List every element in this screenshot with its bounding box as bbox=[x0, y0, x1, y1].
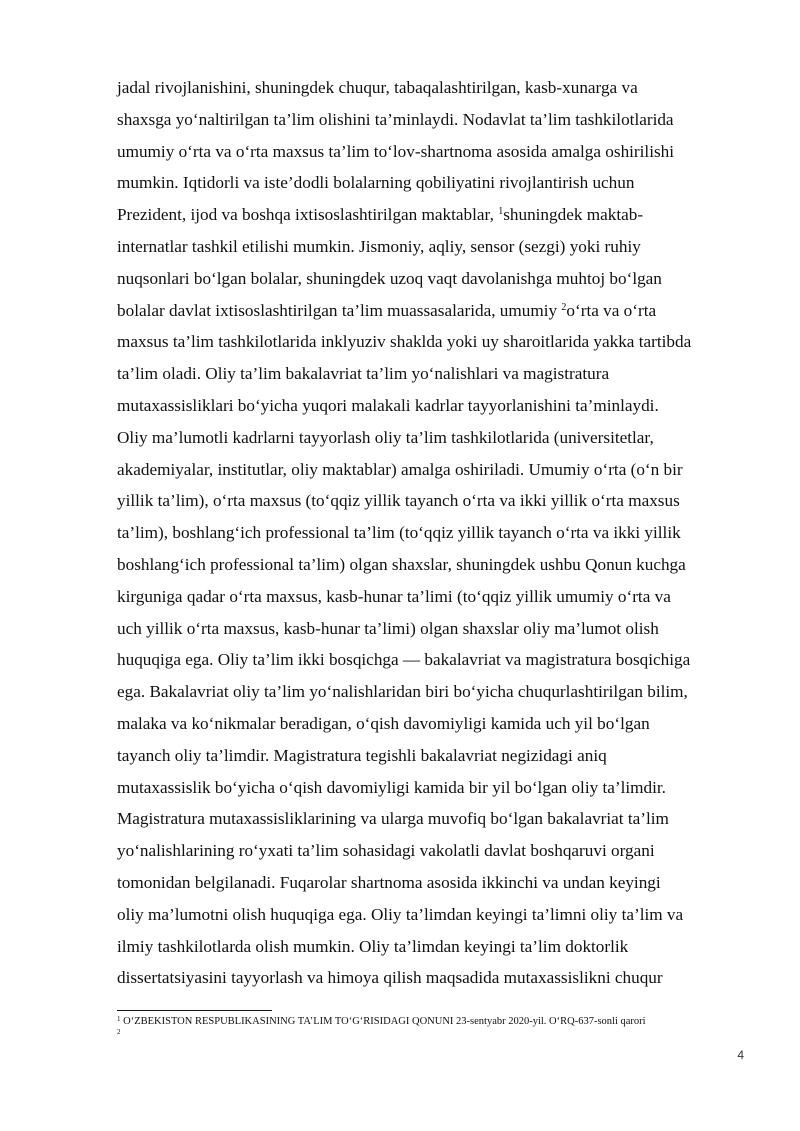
text-line: shaxsga yo‘naltirilgan ta’lim olishini ta’minlaydi. Nodavlat ta’lim tashkilotlarida bbox=[117, 109, 674, 129]
footnote-2 bbox=[117, 1028, 757, 1041]
text-line: ega. Bakalavriat oliy ta’lim yo‘nalishlaridan biri bo‘yicha chuqurlashtirilgan bilim, bbox=[117, 682, 688, 702]
footnote-text: O‘ZBEKISTON RESPUBLIKASINING TA’LIM TO‘G‘RISIDAGI QONUNI 23-sentyabr 2020-yil. O‘RQ-637-sonli qarori bbox=[123, 1016, 646, 1027]
text-line: akademiyalar, institutlar, oliy maktablar) amalga oshiriladi. Umumiy o‘rta (o‘n bir bbox=[117, 459, 683, 479]
text-line: huquqiga ega. Oliy ta’lim ikki bosqichga — bakalavriat va magistratura bosqichiga bbox=[117, 650, 691, 670]
text-line: ta’lim), boshlang‘ich professional ta’lim (to‘qqiz yillik tayanch o‘rta va ikki yillik bbox=[117, 523, 681, 543]
text-line: Magistratura mutaxassisliklarining va ularga muvofiq bo‘lgan bakalavriat ta’lim bbox=[117, 809, 669, 829]
text-line: oliy ma’lumotni olish huquqiga ega. Oliy ta’limdan keyingi ta’limni oliy ta’lim va bbox=[117, 904, 684, 924]
text-line bbox=[117, 199, 757, 231]
footnote-reference[interactable]: 1 bbox=[498, 206, 504, 218]
text-line: maxsus ta’lim tashkilotlarida inklyuziv shaklda yoki uy sharoitlarida yakka tartibda bbox=[117, 332, 692, 352]
footnote-reference[interactable]: 2 bbox=[561, 301, 567, 313]
text-segment: bolalar davlat ixtisoslashtirilgan ta’lim muassasalarida, umumiy bbox=[117, 300, 562, 320]
text-line bbox=[117, 295, 757, 327]
text-line: malaka va ko‘nikmalar beradigan, o‘qish davomiyligi kamida uch yil bo‘lgan bbox=[117, 713, 650, 733]
text-line: tomonidan belgilanadi. Fuqarolar shartnoma asosida ikkinchi va undan keyingi bbox=[117, 872, 661, 892]
footnotes bbox=[117, 1015, 757, 1041]
footnote-mark: 1 bbox=[117, 1015, 121, 1023]
text-line: internatlar tashkil etilishi mumkin. Jismoniy, aqliy, sensor (sezgi) yoki ruhiy bbox=[117, 236, 641, 256]
text-line: mutaxassisliklari bo‘yicha yuqori malakali kadrlar tayyorlanishini ta’minlaydi. bbox=[117, 395, 659, 415]
text-line: yillik ta’lim), o‘rta maxsus (to‘qqiz yillik tayanch o‘rta va ikki yillik o‘rta maxsus bbox=[117, 491, 680, 511]
text-line: nuqsonlari bo‘lgan bolalar, shuningdek uzoq vaqt davolanishga muhtoj bo‘lgan bbox=[117, 268, 662, 288]
text-line: kirguniga qadar o‘rta maxsus, kasb-hunar ta’limi (to‘qqiz yillik umumiy o‘rta va bbox=[117, 586, 671, 606]
text-line: mutaxassislik bo‘yicha o‘qish davomiyligi kamida bir yil bo‘lgan oliy ta’limdir. bbox=[117, 777, 666, 797]
footnote-mark: 2 bbox=[117, 1028, 121, 1036]
text-line: umumiy o‘rta va o‘rta maxsus ta’lim to‘lov-shartnoma asosida amalga oshirilishi bbox=[117, 141, 675, 161]
footnote-divider bbox=[117, 1010, 272, 1011]
text-line: dissertatsiyasini tayyorlash va himoya qilish maqsadida mutaxassislikni chuqur bbox=[117, 968, 663, 988]
text-line: boshlang‘ich professional ta’lim) olgan shaxslar, shuningdek ushbu Qonun kuchga bbox=[117, 554, 686, 574]
page-number: 4 bbox=[737, 1048, 744, 1062]
text-line: jadal rivojlanishini, shuningdek chuqur, tabaqalashtirilgan, kasb-xunarga va bbox=[117, 78, 638, 97]
text-line: ta’lim oladi. Oliy ta’lim bakalavriat ta’lim yo‘nalishlari va magistratura bbox=[117, 364, 610, 384]
body-text bbox=[117, 72, 757, 994]
text-segment: Prezident, ijod va boshqa ixtisoslashtirilgan maktablar, bbox=[117, 205, 499, 225]
text-line: Oliy ma’lumotli kadrlarni tayyorlash oliy ta’lim tashkilotlarida (universitetlar, bbox=[117, 427, 654, 447]
text-line: yo‘nalishlarining ro‘yxati ta’lim sohasidagi vakolatli davlat boshqaruvi organi bbox=[117, 841, 655, 861]
text-segment: o‘rta va o‘rta bbox=[566, 300, 657, 320]
text-line: uch yillik o‘rta maxsus, kasb-hunar ta’limi) olgan shaxslar oliy ma’lumot olish bbox=[117, 618, 659, 638]
footnote-1 bbox=[117, 1015, 757, 1028]
text-line: ilmiy tashkilotlarda olish mumkin. Oliy ta’limdan keyingi ta’lim doktorlik bbox=[117, 936, 629, 956]
text-segment: shuningdek maktab- bbox=[503, 205, 644, 225]
text-line: tayanch oliy ta’limdir. Magistratura tegishli bakalavriat negizidagi aniq bbox=[117, 745, 607, 765]
text-line: mumkin. Iqtidorli va iste’dodli bolalarning qobiliyatini rivojlantirish uchun bbox=[117, 173, 635, 193]
